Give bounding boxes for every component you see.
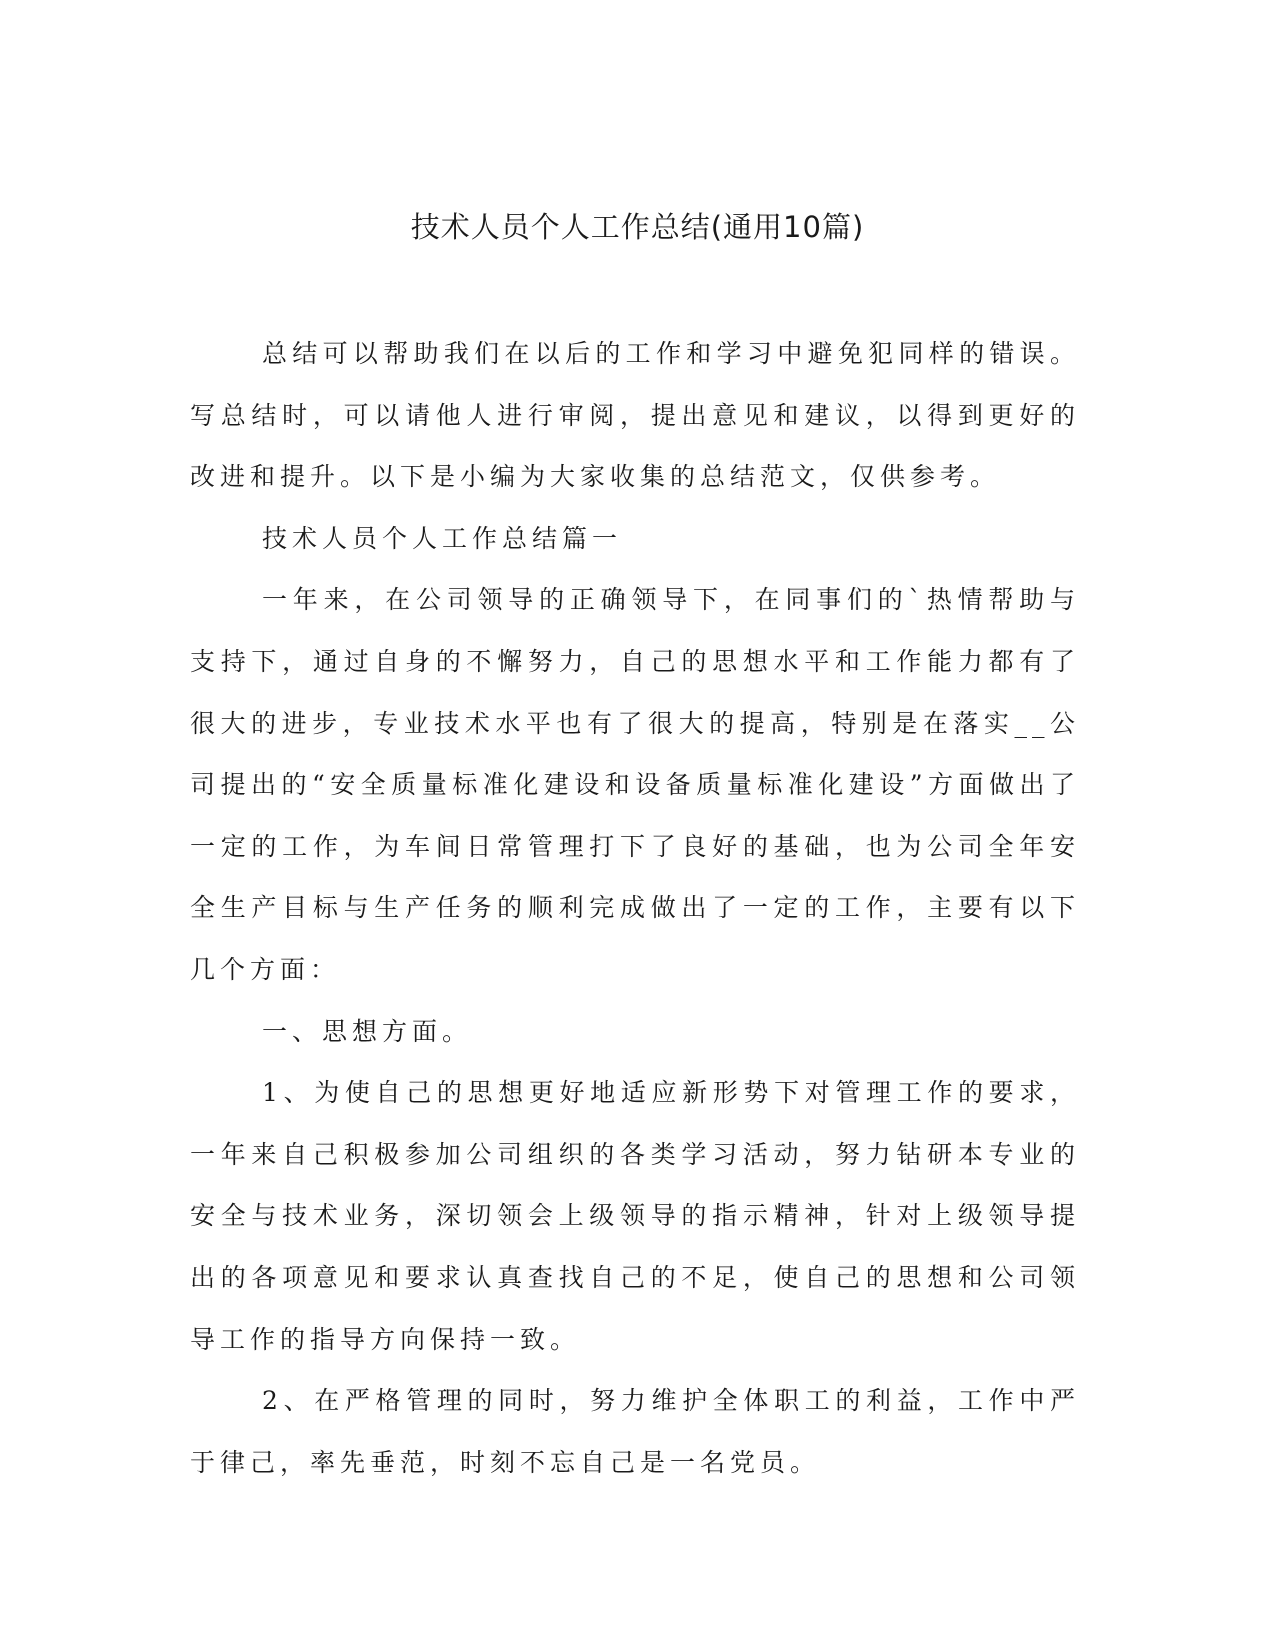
paragraph-overview: 一年来，在公司领导的正确领导下，在同事们的`热情帮助与支持下，通过自身的不懈努力，自己的思想水平和工作能力都有了很大的进步，专业技术水平也有了很大的提高，特别是在落实__公司提出的“安全质量标准化建设和设备质量标准化建设”方面做出了一定的工作，为车间日常管理打下了良好的基础，也为公司全年安全生产目标与生产任务的顺利完成做出了一定的工作，主要有以下几个方面：: [190, 585, 1080, 984]
paragraph-intro: 总结可以帮助我们在以后的工作和学习中避免犯同样的错误。写总结时，可以请他人进行审阅，提出意见和建议，以得到更好的改进和提升。以下是小编为大家收集的总结范文，仅供参考。: [190, 339, 1080, 492]
section-heading: 技术人员个人工作总结篇一: [262, 523, 623, 553]
subsection-heading: 一、思想方面。: [262, 1016, 473, 1046]
paragraph-item-1: 1、为使自己的思想更好地适应新形势下对管理工作的要求，一年来自己积极参加公司组织的各类学习活动，努力钻研本专业的安全与技术业务，深切领会上级领导的指示精神，针对上级领导提出的各项意见和要求认真查找自己的不足，使自己的思想和公司领导工作的指导方向保持一致。: [190, 1078, 1080, 1354]
document-body: [190, 323, 1080, 1493]
paragraph-item-2: 2、在严格管理的同时，努力维护全体职工的利益，工作中严于律己，率先垂范，时刻不忘自己是一名党员。: [190, 1386, 1080, 1477]
document-title: 技术人员个人工作总结(通用10篇): [410, 210, 865, 244]
